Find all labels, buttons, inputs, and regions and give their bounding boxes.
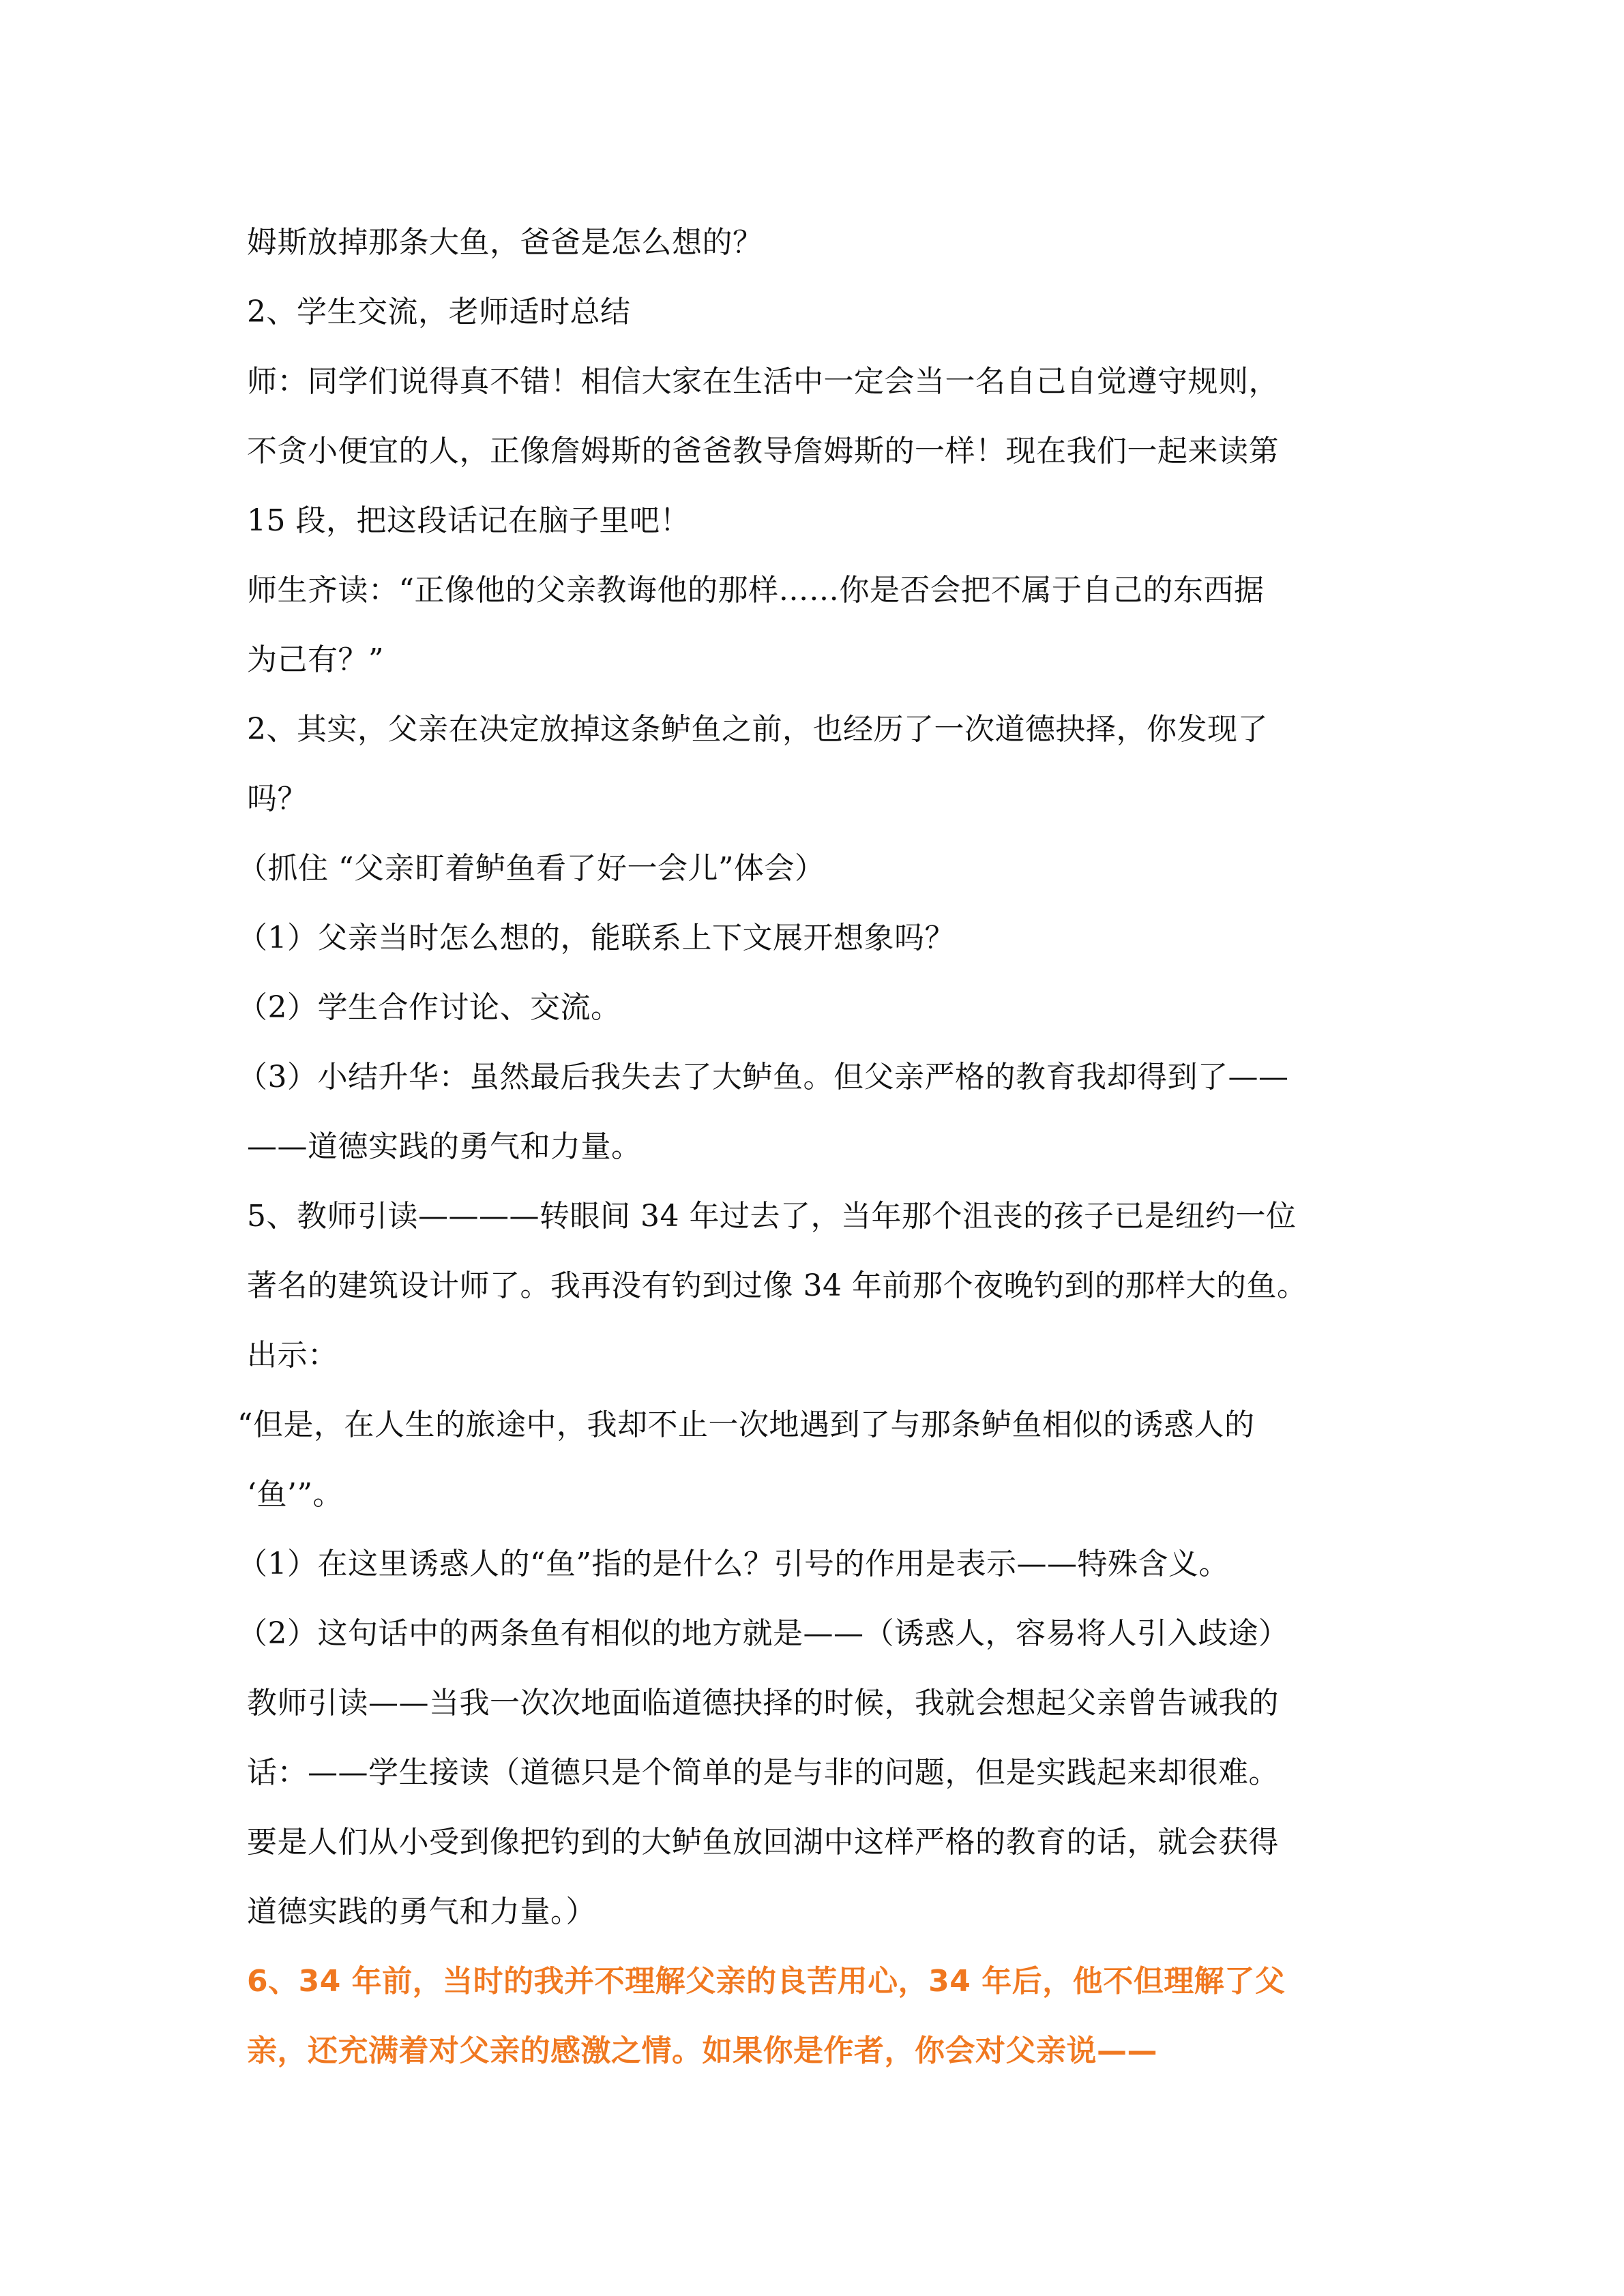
- emphasis-line: 6、34 年前，当时的我并不理解父亲的良苦用心，34 年后，他不但理解了父: [247, 1964, 1286, 1999]
- text-line: ——道德实践的勇气和力量。: [247, 1129, 642, 1164]
- text-line: “但是，在人生的旅途中，我却不止一次地遇到了与那条鲈鱼相似的诱惑人的: [237, 1407, 1255, 1442]
- text-line: 15 段，把这段话记在脑子里吧！: [247, 503, 690, 538]
- text-line: （1）在这里诱惑人的“鱼”指的是什么？引号的作用是表示——特殊含义。: [237, 1547, 1229, 1581]
- text-line: （1）父亲当时怎么想的，能联系上下文展开想象吗？: [237, 921, 955, 955]
- text-line: 著名的建筑设计师了。我再没有钓到过像 34 年前那个夜晚钓到的那样大的鱼。: [247, 1268, 1308, 1303]
- text-line: （抓住 “父亲盯着鲈鱼看了好一会儿”体会）: [237, 851, 825, 886]
- text-line: 2、其实，父亲在决定放掉这条鲈鱼之前，也经历了一次道德抉择，你发现了: [247, 712, 1268, 747]
- emphasis-line: 亲，还充满着对父亲的感激之情。如果你是作者，你会对父亲说——: [247, 2033, 1157, 2068]
- text-line: 要是人们从小受到像把钓到的大鲈鱼放回湖中这样严格的教育的话，就会获得: [247, 1825, 1279, 1860]
- text-line: 师：同学们说得真不错！相信大家在生活中一定会当一名自己自觉遵守规则，: [247, 364, 1279, 399]
- text-line: （3）小结升华：虽然最后我失去了大鲈鱼。但父亲严格的教育我却得到了——: [237, 1060, 1289, 1094]
- text-line: 2、学生交流，老师适时总结: [247, 295, 631, 329]
- text-line: 话：——学生接读（道德只是个简单的是与非的问题，但是实践起来却很难。: [247, 1755, 1279, 1790]
- text-line: （2）学生合作讨论、交流。: [237, 990, 621, 1025]
- text-line: 师生齐读：“正像他的父亲教诲他的那样……你是否会把不属于自己的东西据: [247, 573, 1265, 608]
- text-line: 道德实践的勇气和力量。）: [247, 1894, 596, 1929]
- text-line: 姆斯放掉那条大鱼，爸爸是怎么想的？: [247, 225, 763, 260]
- text-line: 吗？: [247, 781, 308, 816]
- text-line: 为己有？”: [247, 642, 384, 677]
- document-body: [237, 208, 1379, 2086]
- text-line: ‘鱼’”。: [247, 1477, 343, 1512]
- text-line: （2）这句话中的两条鱼有相似的地方就是——（诱惑人，容易将人引入歧途）: [237, 1616, 1289, 1651]
- text-line: 出示：: [247, 1338, 338, 1373]
- text-line: 不贪小便宜的人，正像詹姆斯的爸爸教导詹姆斯的一样！现在我们一起来读第: [247, 434, 1279, 468]
- text-line: 教师引读——当我一次次地面临道德抉择的时候，我就会想起父亲曾告诫我的: [247, 1686, 1279, 1720]
- text-line: 5、教师引读————转眼间 34 年过去了，当年那个沮丧的孩子已是纽约一位: [247, 1199, 1297, 1234]
